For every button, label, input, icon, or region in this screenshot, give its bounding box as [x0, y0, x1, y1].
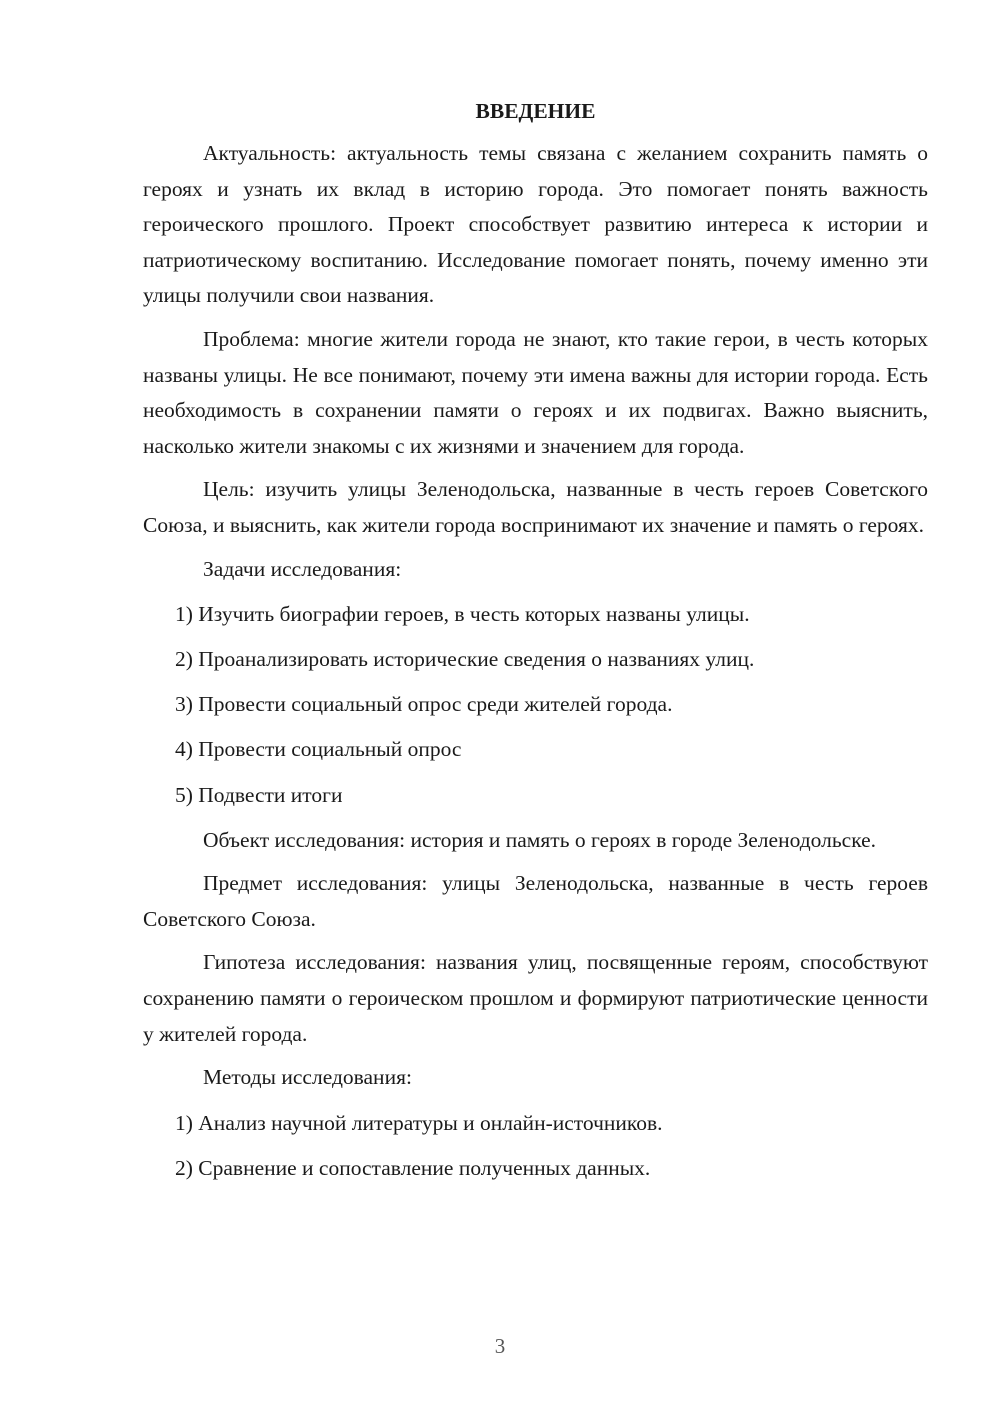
- list-item: 2) Сравнение и сопоставление полученных данных.: [175, 1155, 651, 1180]
- list-item: 5) Подвести итоги: [175, 782, 343, 807]
- goal-paragraph: Цель: изучить улицы Зеленодольска, названные в честь героев Советского Союза, и выяснить, как жители города воспринимают их значение и память о героях.: [143, 477, 928, 537]
- list-item: 1) Анализ научной литературы и онлайн-источников.: [175, 1110, 663, 1135]
- list-item: 1) Изучить биографии героев, в честь которых названы улицы.: [175, 602, 750, 627]
- list-item: 4) Провести социальный опрос: [175, 737, 462, 762]
- document-page: [143, 96, 928, 1196]
- list-item: 2) Проанализировать исторические сведения о названиях улиц.: [175, 647, 755, 672]
- object-paragraph: Объект исследования: история и память о героях в городе Зеленодольске.: [203, 827, 877, 852]
- tasks-heading: Задачи исследования:: [203, 556, 402, 581]
- tasks-list: [143, 597, 928, 813]
- actuality-paragraph: Актуальность: актуальность темы связана с желанием сохранить память о героях и узнать их вклад в историю города. Это помогает понять важность героического прошлого. Проект способствует развитию интереса к истории и патриотическому воспитанию. Исследование помогает понять, почему именно эти улицы получили свои названия.: [143, 141, 928, 308]
- hypothesis-paragraph: Гипотеза исследования: названия улиц, посвященные героям, способствуют сохранению памяти о героическом прошлом и формируют патриотические ценности у жителей города.: [143, 950, 928, 1046]
- methods-heading: Методы исследования:: [203, 1065, 412, 1090]
- page-number: 3: [494, 1334, 506, 1358]
- methods-list: [143, 1106, 928, 1187]
- section-title: ВВЕДЕНИЕ: [475, 99, 596, 123]
- list-item: 3) Провести социальный опрос среди жителей города.: [175, 692, 673, 717]
- problem-paragraph: Проблема: многие жители города не знают, кто такие герои, в честь которых названы улицы. Не все понимают, почему эти имена важны для истории города. Есть необходимость в сохранении памяти о героях и их подвигах. Важно выяснить, насколько жители знакомы с их жизнями и значением для города.: [143, 326, 928, 458]
- subject-paragraph: Предмет исследования: улицы Зеленодольска, названные в честь героев Советского Союза.: [143, 871, 928, 931]
